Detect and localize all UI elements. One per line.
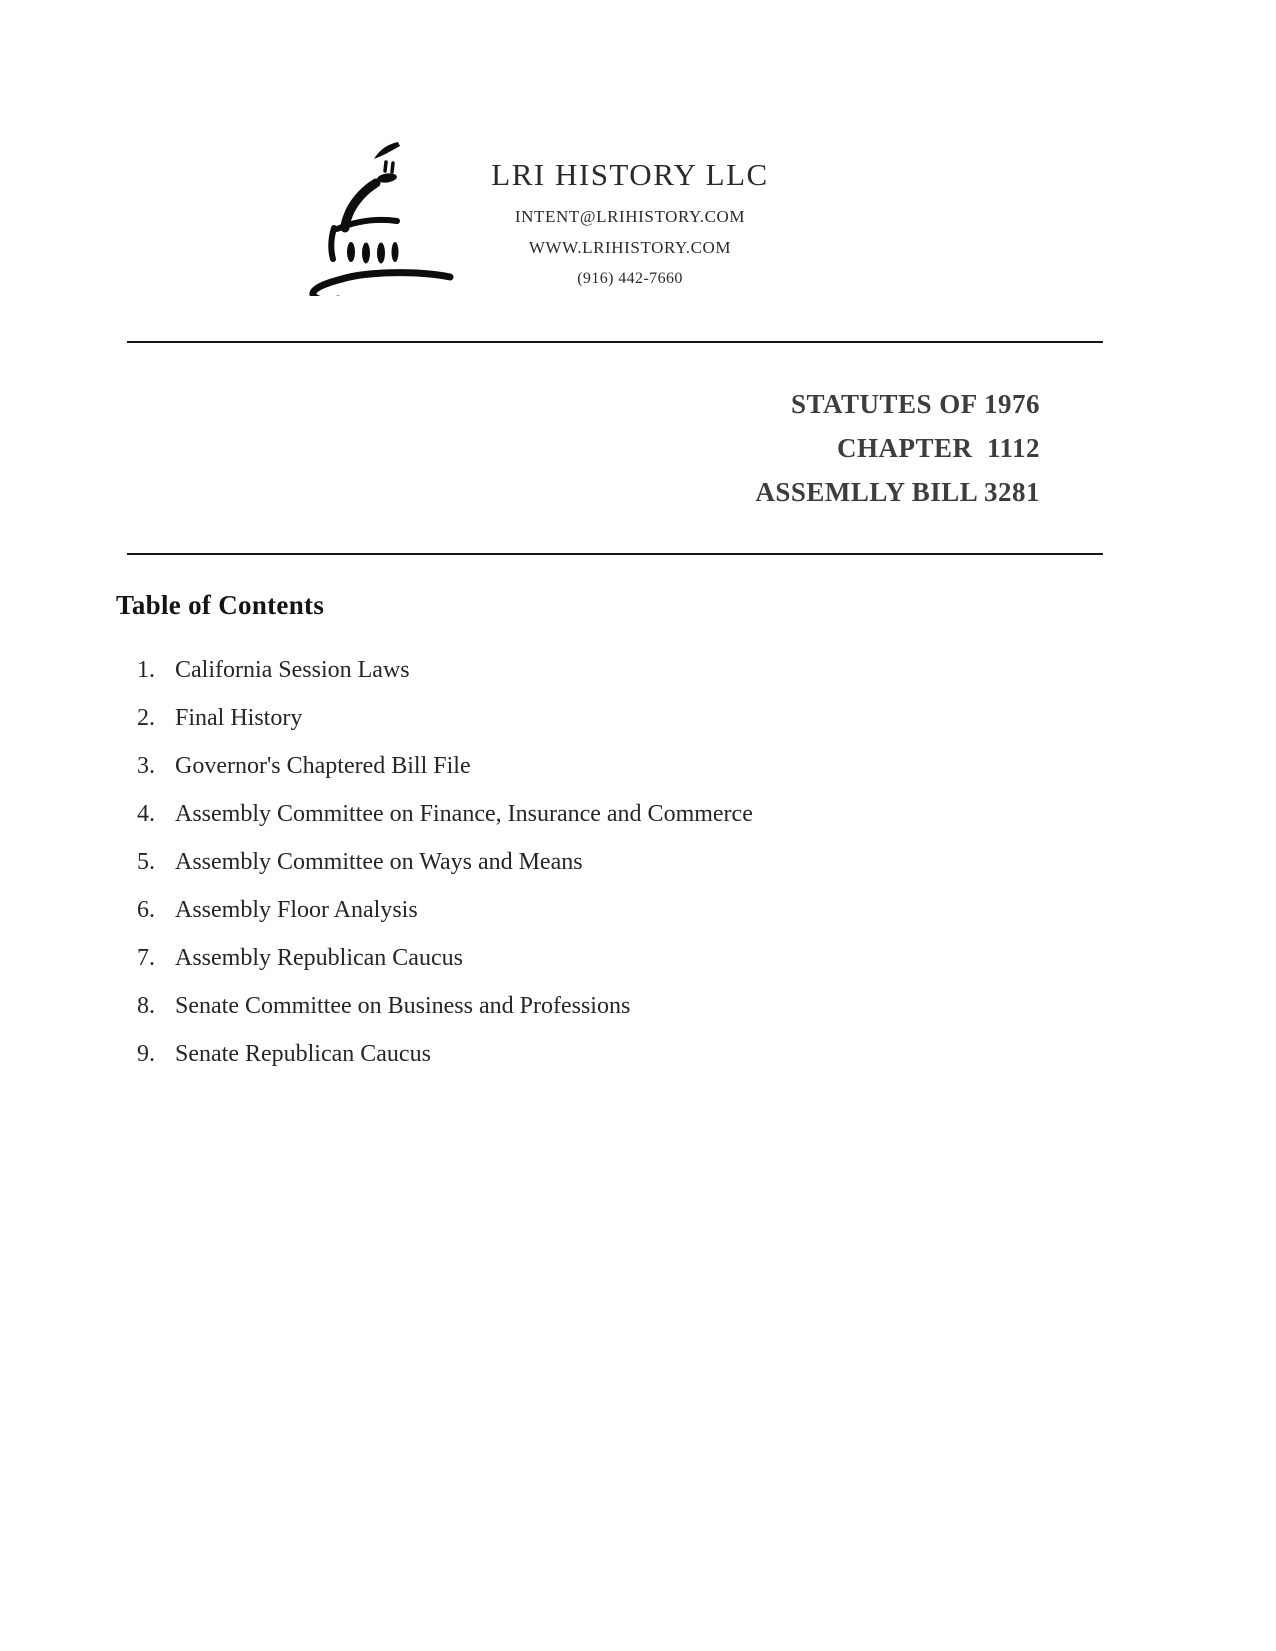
bill-line: ASSEMLLY BILL 3281 xyxy=(755,477,1040,507)
toc-item-label: Governor's Chaptered Bill File xyxy=(175,753,471,779)
toc-item xyxy=(137,800,1037,828)
toc-item-number: 4. xyxy=(137,801,155,827)
company-email: INTENT@LRIHISTORY.COM xyxy=(514,207,746,226)
toc-item-label: California Session Laws xyxy=(175,657,410,683)
toc-item-label: Final History xyxy=(175,705,303,731)
toc-item-label: Senate Republican Caucus xyxy=(175,1041,431,1067)
toc-item xyxy=(137,944,1037,972)
toc-item-label: Assembly Committee on Finance, Insurance and Commerce xyxy=(175,801,753,827)
toc-list xyxy=(137,656,1037,1088)
toc-item xyxy=(137,896,1037,924)
toc-item-label: Assembly Republican Caucus xyxy=(175,945,463,971)
toc-item-number: 5. xyxy=(137,849,155,875)
toc-heading: Table of Contents xyxy=(116,590,325,620)
company-website: WWW.LRIHISTORY.COM xyxy=(528,238,732,257)
toc-item-label: Assembly Committee on Ways and Means xyxy=(175,849,583,875)
toc-item xyxy=(137,704,1037,732)
company-phone: (916) 442-7660 xyxy=(577,270,683,287)
divider-top xyxy=(127,341,1103,343)
toc-item-label: Assembly Floor Analysis xyxy=(175,897,418,923)
case-title-block xyxy=(540,382,1040,514)
toc-item-number: 8. xyxy=(137,993,155,1019)
letterhead xyxy=(230,158,1030,290)
toc-item-number: 1. xyxy=(137,657,155,683)
toc-item xyxy=(137,848,1037,876)
toc-item-number: 9. xyxy=(137,1041,155,1067)
toc-item-number: 2. xyxy=(137,705,155,731)
toc-item-number: 7. xyxy=(137,945,155,971)
chapter-line: CHAPTER 1112 xyxy=(836,433,1040,463)
company-name: LRI HISTORY LLC xyxy=(491,157,769,192)
toc-item xyxy=(137,1040,1037,1068)
divider-bottom xyxy=(127,553,1103,555)
toc-item-number: 6. xyxy=(137,897,155,923)
toc-item-number: 3. xyxy=(137,753,155,779)
statutes-line: STATUTES OF 1976 xyxy=(790,389,1040,419)
toc-item xyxy=(137,656,1037,684)
toc-item xyxy=(137,752,1037,780)
toc-item-label: Senate Committee on Business and Professions xyxy=(175,993,631,1019)
toc-item xyxy=(137,992,1037,1020)
